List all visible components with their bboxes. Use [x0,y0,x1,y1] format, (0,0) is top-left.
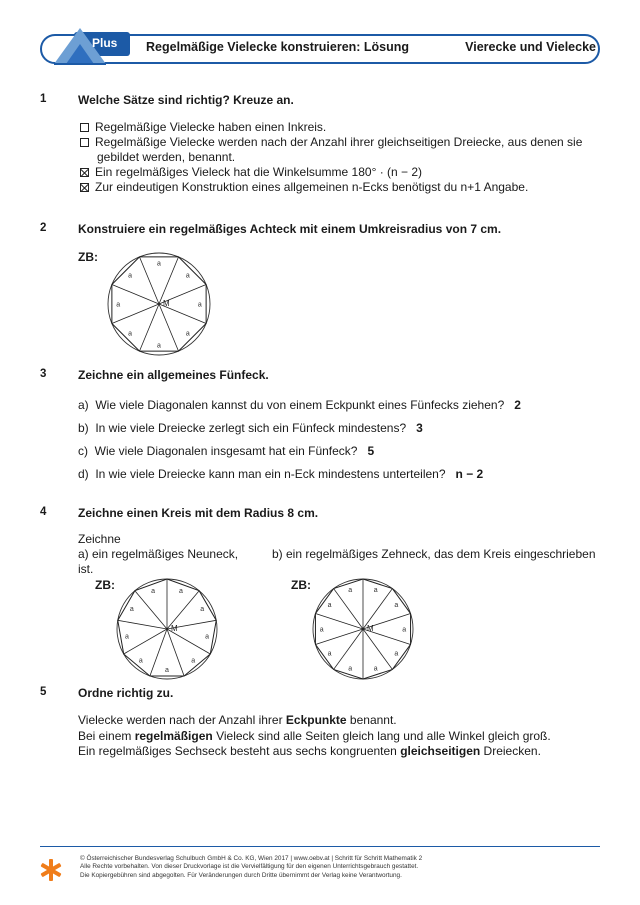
checkbox-unchecked[interactable] [80,123,89,132]
footer-line-1: © Österreichischer Bundesverlag Schulbuch GmbH & Co. KG, Wien 2017 | www.oebv.at | Schritt für Schritt Mathematik 2 [80,855,423,862]
spoke-line [118,620,167,629]
task-2-title: Konstruiere ein regelmäßiges Achteck mit einem Umkreisradius von 7 cm. [78,222,502,236]
logo-text: Plus [92,36,118,50]
octagon-construction [104,250,214,358]
task-4-number: 4 [40,506,47,518]
side-label: a [124,633,129,641]
center-label: M [171,624,178,633]
side-label: a [348,665,353,673]
question-b: b) In wie viele Dreiecke zerlegt sich ein Fünfeck mindestens? 3 [78,421,423,435]
side-label: a [394,602,399,610]
side-label: a [185,330,190,338]
item-text: Ein regelmäßiges Vieleck hat die Winkelsumme 180° · (n − 2) [95,165,423,179]
task-1-list [80,120,600,195]
task-2-number: 2 [40,222,47,234]
footer-text [80,855,600,880]
spoke-line [334,589,363,629]
task-1-title: Welche Sätze sind richtig? Kreuze an. [78,93,294,107]
answer: regelmäßigen [134,728,213,743]
checkbox-unchecked[interactable] [80,138,89,147]
task-5-number: 5 [40,686,47,698]
answer: Eckpunkte [285,713,347,727]
task-3-questions [78,394,521,486]
task-4-intro: Zeichne [78,532,121,546]
example-label-b: ZB: [291,578,311,592]
question-d: d) In wie viele Dreiecke kann man ein n-Eck mindestens unterteilen? n − 2 [78,467,484,481]
answer: gleichseitigen [400,744,481,758]
side-label: a [185,272,190,280]
decagon-construction [310,576,416,682]
task-4-part-b: b) ein regelmäßiges Zehneck, das dem Kreis eingeschrieben [272,547,596,561]
footer-line-3: Die Kopiergebühren sind abgegolten. Für Veränderungen durch Dritte übernimmt der Verlag keine Verantwortung. [80,871,402,879]
side-label: a [128,330,133,338]
side-label: a [157,342,161,350]
side-label: a [129,606,134,614]
question-a: a) Wie viele Diagonalen kannst du von einem Eckpunkt eines Fünfecks ziehen? 2 [78,398,521,412]
side-label: a [128,272,133,280]
task-1-item [80,165,600,180]
task-1-item [80,135,600,150]
side-label: a [348,587,353,595]
spoke-line [363,629,392,669]
task-5-text [78,713,551,760]
item-text: Regelmäßige Vielecke haben einen Inkreis. [95,120,327,134]
side-label: a [191,657,196,665]
side-label: a [327,650,332,658]
sentence: Bei einem regelmäßigen Vieleck sind alle Seiten gleich lang und alle Winkel gleich groß. [78,728,551,743]
center-label: M [163,299,170,308]
spoke-line [124,629,167,654]
spoke-line [363,589,392,629]
task-4-part-a: a) ein regelmäßiges Neuneck, [78,547,239,561]
side-label: a [327,602,332,610]
task-5-title: Ordne richtig zu. [78,686,174,700]
example-label: ZB: [78,250,98,264]
task-1-item [80,180,600,195]
answer: n − 2 [455,467,484,481]
answer: 5 [367,444,375,458]
sentence: Vielecke werden nach der Anzahl ihrer Eckpunkte benannt. [78,713,397,727]
footer-divider [40,846,600,847]
checkbox-checked[interactable] [80,183,89,192]
task-4-continued: ist. [78,562,94,576]
task-1-number: 1 [40,93,47,105]
side-label: a [165,667,169,675]
side-label: a [178,588,183,596]
checkbox-checked[interactable] [80,168,89,177]
item-text: Regelmäßige Vielecke werden nach der Anzahl ihrer gleichseitigen Dreiecke, aus denen sie [95,135,583,149]
task-4-title: Zeichne einen Kreis mit dem Radius 8 cm. [78,506,319,520]
footer-line-2: Alle Rechte vorbehalten. Von dieser Druckvorlage ist die Vervielfältigung für den eigenen Unterrichtsgebrauch gestattet. [80,863,419,871]
side-label: a [373,665,378,673]
nonagon-construction [114,576,220,682]
header-topic: Vierecke und Vielecke [465,40,596,54]
side-label: a [319,626,324,634]
task-3-title: Zeichne ein allgemeines Fünfeck. [78,368,269,382]
side-label: a [157,260,161,268]
example-label-a: ZB: [95,578,115,592]
answer: 2 [514,398,521,412]
question-c: c) Wie viele Diagonalen insgesamt hat ein Fünfeck? 5 [78,444,375,458]
header-title: Regelmäßige Vielecke konstruieren: Lösung [146,40,410,54]
side-label: a [151,588,156,596]
side-label: a [200,606,205,614]
side-label: a [116,301,121,309]
side-label: a [373,587,378,595]
side-label: a [402,626,407,634]
spoke-line [334,629,363,669]
sentence: Ein regelmäßiges Sechseck besteht aus sechs kongruenten gleichseitigen Dreiecken. [78,744,541,758]
side-label: a [394,650,399,658]
item-text-continued: gebildet werden, benannt. [97,150,236,164]
answer: 3 [416,421,423,435]
side-label: a [197,301,202,309]
spoke-line [167,629,184,676]
center-label: M [367,624,374,633]
publisher-star-icon [38,857,64,883]
side-label: a [205,633,210,641]
task-3-number: 3 [40,368,47,380]
task-1-item [80,120,600,135]
side-label: a [138,657,143,665]
spoke-line [135,591,167,629]
item-text: Zur eindeutigen Konstruktion eines allgemeinen n-Ecks benötigst du n+1 Angabe. [95,180,529,194]
